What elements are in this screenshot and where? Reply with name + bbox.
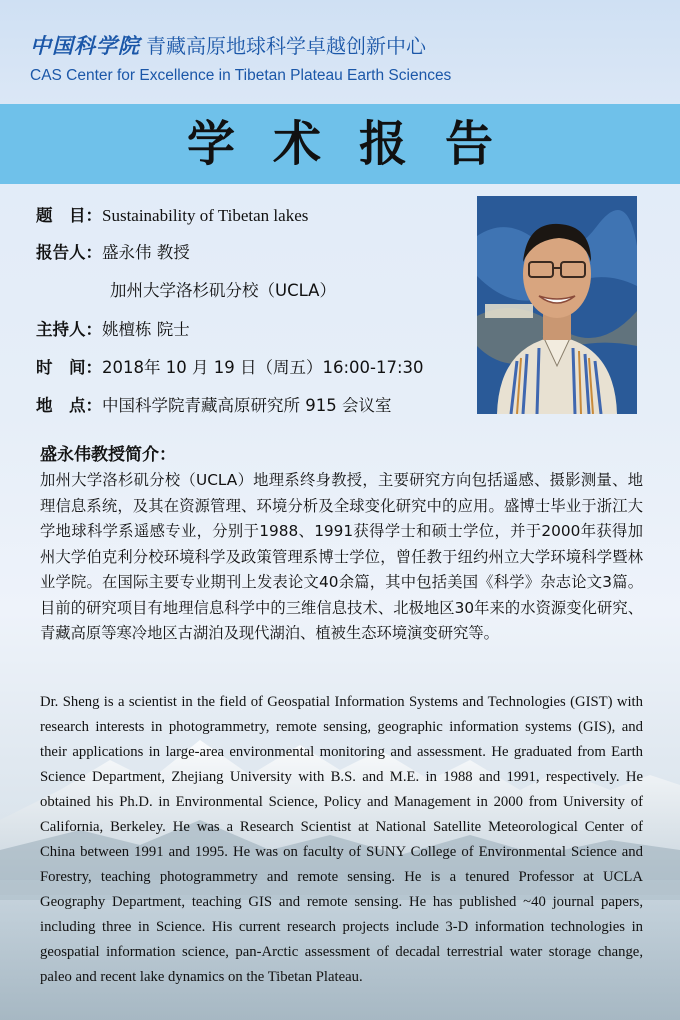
- brand-name-en: CAS Center for Excellence in Tibetan Plateau Earth Sciences: [30, 67, 452, 84]
- header: [0, 0, 680, 104]
- speaker-row: [36, 239, 190, 263]
- time-row: [36, 354, 424, 378]
- bio-heading: 盛永伟教授简介：: [40, 445, 176, 465]
- content: [0, 184, 680, 1020]
- place-value: 中国科学院青藏高原研究所 915 会议室: [102, 396, 392, 415]
- page-title: 学术报告: [186, 116, 531, 172]
- brand-name-cn: 青藏高原地球科学卓越创新中心: [146, 34, 426, 58]
- topic-row: [36, 202, 308, 226]
- brand-row: [30, 30, 426, 60]
- brand-logo-calligraphy: 中国科学院: [30, 33, 140, 58]
- time-label: 时 间：: [36, 358, 102, 377]
- bio-english: Dr. Sheng is a scientist in the field of Geospatial Information Systems and Technologies (GIST) with research interests in photogrammetry, remote sensing, geographic information systems (GIS), and their applications in large-area environmental monitoring and assessment. He graduated from Earth Science Department, Zhejiang University with B.S. and M.E. in 1988 and 1991, respectively. He obtained his Ph.D. in Environmental Science, Policy and Management in 2000 from University of California, Berkeley. He was a Research Scientist at National Satellite Meteorological Center of China between 1991 and 1995. He was on faculty of SUNY College of Environmental Science and Forestry, teaching photogrammetry and remote sensing. He is a tenured Professor at UCLA Geography Department, teaching GIS and remote sensing. He has published ~40 journal papers, including three in Science. His current research projects include 3-D information technologies in geospatial information science, pan-Arctic assessment of decadal terrestrial water storage change, paleo and recent lake dynamics on the Tibetan Plateau.: [40, 694, 643, 985]
- host-label: 主持人：: [36, 320, 102, 339]
- title-band: [0, 104, 680, 184]
- affiliation-value: 加州大学洛杉矶分校（UCLA）: [110, 281, 336, 300]
- host-value: 姚檀栋 院士: [102, 320, 190, 339]
- time-value: 2018年 10 月 19 日（周五）16:00-17:30: [102, 358, 424, 377]
- affiliation-row: [110, 277, 336, 301]
- speaker-value: 盛永伟 教授: [102, 243, 190, 262]
- speaker-label: 报告人：: [36, 243, 102, 262]
- portrait-illustration: [477, 196, 637, 414]
- bio-chinese: 加州大学洛杉矶分校（UCLA）地理系终身教授，主要研究方向包括遥感、摄影测量、地理信息系统，及其在资源管理、环境分析及全球变化研究中的应用。盛博士毕业于浙江大学地球科学系遥感专业，分别于1988、1991获得学士和硕士学位，并于2000年获得加州大学伯克利分校环境科学及政策管理系博士学位，曾任教于纽约州立大学环境科学暨林业学院。在国际主要专业期刊上发表论文40余篇，其中包括美国《科学》杂志论文3篇。目前的研究项目有地理信息科学中的三维信息技术、北极地区30年来的水资源变化研究、青藏高原等寒冷地区古湖泊及现代湖泊、植被生态环境演变研究等。: [40, 471, 643, 642]
- place-row: [36, 392, 391, 416]
- speaker-portrait: [477, 196, 637, 414]
- topic-label: 题 目：: [36, 206, 102, 225]
- host-row: [36, 316, 190, 340]
- topic-value: Sustainability of Tibetan lakes: [102, 206, 309, 225]
- place-label: 地 点：: [36, 396, 102, 415]
